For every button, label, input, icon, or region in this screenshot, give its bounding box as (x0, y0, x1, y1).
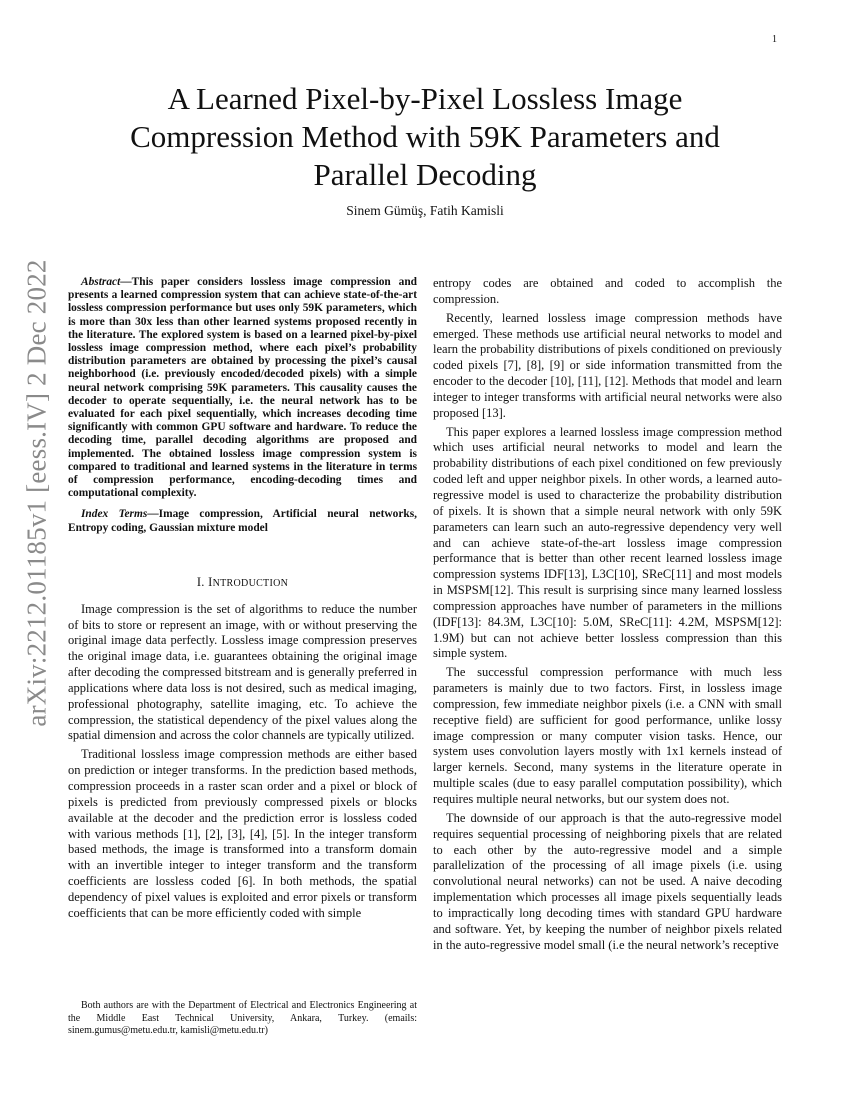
section-heading-introduction (68, 575, 417, 592)
left-column (68, 276, 417, 922)
footnote-text: Both authors are with the Department of Electrical and Electronics Engineering at the Middle East Technical University, Ankara, Turkey. (emails: sinem.gumus@metu.edu.tr, kamisli@metu.edu.tr) (68, 1000, 417, 1036)
arxiv-identifier-stamp: arXiv:2212.01185v1 [eess.IV] 2 Dec 2022 (21, 259, 52, 727)
body-paragraph: entropy codes are obtained and coded to accomplish the compression. (433, 276, 782, 306)
index-terms-label: Index Terms (81, 508, 148, 521)
paper-title: A Learned Pixel-by-Pixel Lossless Image Compression Method with 59K Parameters and Parallel Decoding (130, 81, 720, 192)
section-number: I. (196, 574, 209, 589)
right-column (433, 276, 782, 953)
section-first-letter: I (208, 574, 213, 589)
body-paragraph: The downside of our approach is that the auto-regressive model requires sequential processing of neighboring pixels that are related to each other by the auto-regressive model and a simple parallelization of the processing of all image pixels (i.e. using convolutional neural networks) can not be used. A naive decoding implementation which processes all image pixels sequentially leads to impractically long decoding times with standard GPU hardware and software. Yet, by keeping the number of neighbor pixels related in the auto-regressive model small (i.e the neural network’s receptive (433, 810, 782, 952)
abstract-text: —This paper considers lossless image compression and presents a learned compression system that can achieve state-of-the-art lossless compression performance but uses only 59K parameters, which is more than 30x less than other learned systems proposed recently in the literature. The explored system is based on a learned pixel-by-pixel lossless image compression method, where each pixel’s probability distribution parameters are obtained by processing the pixel’s causal neighborhood (i.e. previously encoded/decoded pixels) with a simple neural network comprising 59K parameters. This causality causes the decoder to operate sequentially, i.e. the neural network has to be evaluated for each pixel sequentially, which increases decoding time significantly with common GPU software and hardware. To reduce the decoding time, parallel decoding algorithms are proposed and implemented. The obtained lossless image compression system is compared to traditional and learned systems in the literature in terms of compression performance, encoding-decoding times and computational complexity. (68, 276, 417, 500)
body-paragraph: Recently, learned lossless image compression methods have emerged. These methods use artificial neural networks to model and learn the probability distributions of pixels conditioned on previously coded pixels [7], [8], [9] or side information transmitted from the encoder to the decoder [10], [11], [12]. Methods that model and learn integer to integer transforms with artificial neural networks were also proposed [13]. (433, 310, 782, 420)
author-footnote (68, 1000, 417, 1038)
index-terms-text: —Image compression, Artificial neural networks, Entropy coding, Gaussian mixture model (68, 508, 417, 534)
abstract-label: Abstract (81, 276, 121, 288)
body-paragraph: The successful compression performance with much less parameters is mainly due to two factors. First, in lossless image compression, few immediate neighbor pixels (i.e. a CNN with small receptive field) are sufficient for good performance, unlike lossy image compression or many computer vision tasks. Hence, our system uses convolution layers mostly with 1x1 kernels instead of larger kernels. Second, many systems in the literature operate in multiple scales (due to easy parallel computation possibility), which requires multiple neural networks, but our system does not. (433, 665, 782, 806)
author-list: Sinem Gümüş, Fatih Kamisli (346, 203, 504, 218)
body-paragraph: Image compression is the set of algorithms to reduce the number of bits to store or represent an image, with or without preserving the original image data perfectly. Lossless image compression preserves the original image data, i.e. guarantees obtaining the original image after decoding the compressed bitstream and is generally preferred in applications where data loss is not desired, such as medical imaging, professional photography, satellite imaging, etc. To achieve the compression, the statistical dependency of the pixel values along the spatial dimension and across the color channels are typically utilized. (68, 601, 417, 743)
abstract (68, 276, 417, 500)
index-terms (68, 508, 417, 534)
body-paragraph: Traditional lossless image compression methods are either based on prediction or integer transforms. In the prediction based methods, compression proceeds in a raster scan order and a pixel or block of pixels is predicted from previously compressed pixels or blocks available at the decoder and the prediction error is lossless coded with various methods [1], [2], [3], [4], [5]. In the integer transform based methods, the image is transformed into a transform domain with an invertible integer to integer transform and the transform coefficients are lossless coded [6]. In both methods, the spatial dependency of pixel values is exploited and error pixels or transform coefficients that can be more efficiently coded with simple (68, 747, 417, 920)
body-paragraph: This paper explores a learned lossless image compression method which uses artificial neural networks to model and learn the probability distributions of each pixel conditioned on few previously coded left and upper neighbor pixels. In other words, a learned auto-regressive model is used to characterize the probability distribution of pixels. It is shown that a simple neural network with only 59K parameters can learn such an auto-regressive dependency very well and can achieve state-of-the-art lossless image compression performance that is better than other recent learned lossless image compression systems IDF[13], L3C[10], SReC[11] and most models in MSPSM[12]. This result is surprising since many learned lossless compression approaches have number of parameters in the millions (IDF[13]: 84.3M, L3C[10]: 5.0M, SReC[11]: 4.2M, MSPSM[12]: 1.9M) but can not achieve better lossless compression than this simple system. (433, 424, 782, 661)
page-number: 1 (772, 34, 777, 45)
section-title-rest: NTRODUCTION (212, 577, 289, 589)
